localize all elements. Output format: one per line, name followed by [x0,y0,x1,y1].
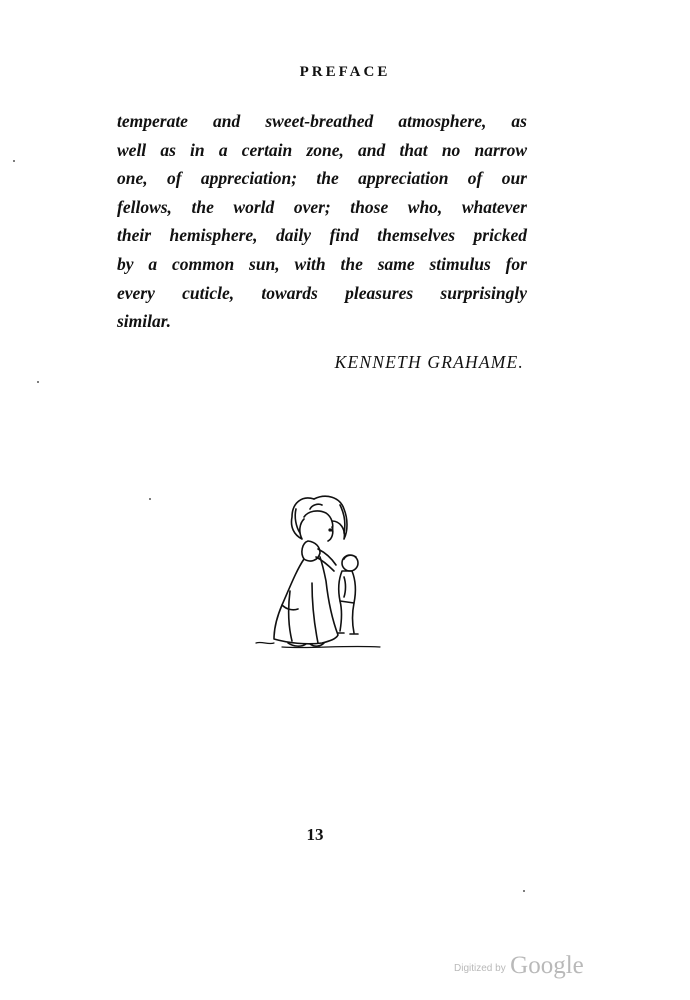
paper-speck [149,498,151,500]
text-line: one, of appreciation; the appreciation of our [117,168,527,189]
text-line: every cuticle, towards pleasures surprisingly [117,282,527,303]
text-line: their hemisphere, daily find themselves pricked [117,225,527,246]
digitized-by-watermark [454,952,604,982]
text-line: well as in a certain zone, and that no narrow [117,139,527,160]
text-line: similar. [117,311,171,332]
google-logo-text: Google [510,952,584,979]
text-line: fellows, the world over; those who, whatever [117,196,527,217]
text-line: temperate and sweet-breathed atmosphere, as [117,111,527,131]
running-head: PREFACE [299,64,391,80]
body-text [117,107,527,336]
author-signature: KENNETH GRAHAME. [334,352,524,372]
paper-speck [37,381,39,383]
paper-speck [523,890,525,892]
paper-speck [13,160,15,162]
page-number: 13 [306,825,324,844]
text-line: by a common sun, with the same stimulus for [117,253,527,274]
watermark-prefix: Digitized by [454,963,506,974]
girl-with-doll-illustration [252,487,388,652]
